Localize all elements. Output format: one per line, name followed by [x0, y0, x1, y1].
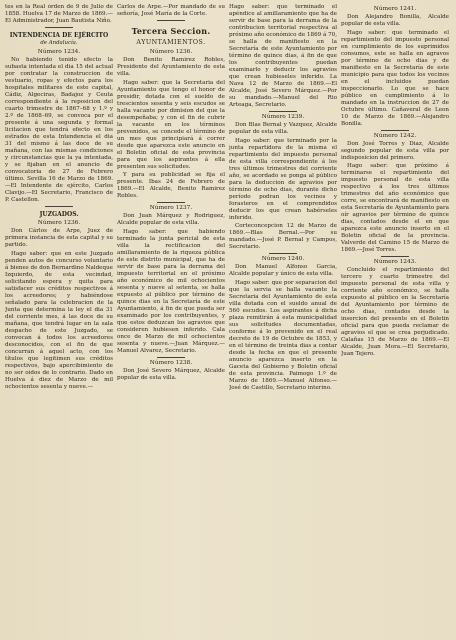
section-divider — [269, 111, 297, 112]
notice-paragraph: Hago saber: que en este Juzgado penden autos de concurso voluntario á bienes de don Bernardino Naldeque Izquierdo, de esta vecindad, solicitando espera y quita para satisfacer sus créditos respectivos á los acreedores; y habiéndose señalado para la celebracion de la Junta que determina la ley el dia 31 del corriente mes, á las doce de su mañana, que tendrá lugar en la sala despacho de este Juzgado, se convocan á todos los acreedores desconocidos, con el fin de que concurran á aquel acto, con los títulos que legitimen sus créditos respectivos, bajo apercibimiento de no ser oidos de lo contrario. Dado en Huelva á diez de Marzo de mil ochocientos sesenta y nueve.— — [5, 250, 113, 390]
office-heading: INTENDENCIA DE EJÉRCITO — [9, 32, 109, 39]
notice-paragraph: Concluido el repartimiento del tercero y cuarto trimestre del impuesto personal de esta villa y corriente año económico, se halla expuesto al público en la Secretaría del Ayuntamiento por término de ocho dias, contados desde la insercion del presente en el Boletin oficial para que pueda reclamar de agravios el que se crea perjudicado. Calañas 15 de Marzo de 1869.—El Alcalde, Juan Mora.—El Secretario, Juan Tejero. — [341, 267, 449, 357]
notice-paragraph: Don José Torres y Diaz, Alcalde segundo popular de esta villa por indisposicion del primero. — [341, 140, 449, 161]
section-divider — [157, 357, 185, 358]
notice-paragraph: Hago saber: que terminado el repartimiento del impuesto personal en cumplimiento de los suprimidos consumos, este se halla en agravos por término de ocho dias y de manifiesto en la Secretaría de este municipio para que todos los vecinos en el incluidos puedan inspeccionarlo. Lo que se hace público en cumplimiento á lo mandado en la instruccion de 27 de Octubre último. Cañaveral de Leon 10 de Marzo de 1869.—Alejandro Bonilla. — [341, 29, 449, 127]
notice-paragraph: Cárlos de Arpe.—Por mandado de su señoría, José María de la Corte. — [117, 4, 225, 17]
column-4 — [341, 4, 449, 640]
notice-number: Número 1240. — [261, 256, 305, 262]
section-heading: Tercera Seccion. — [131, 26, 211, 36]
notice-number: Número 1236. — [37, 220, 81, 226]
notice-paragraph: Y para su publicidad se fija el presente. Ibas 24 de Febrero de 1869.—El Alcalde, Benito Ramirez Robles. — [117, 172, 225, 199]
notice-paragraph: Don Benito Ramirez Robles, Presidente del Ayuntamiento de esta villa. — [117, 57, 225, 77]
notice-number: Número 1238. — [149, 359, 193, 366]
notice-paragraph: Don José Severo Márquez, Alcalde popular de esta villa. — [117, 367, 225, 381]
notice-number: Número 1242. — [373, 132, 417, 139]
notice-paragraph: No habiendo tenido efecto la subasta intentada el dia 15 del actual por contratar la construccion de vestuario, ropas y efectos para los hospitales militares de este capital, Cádiz, Algeciras, Badajoz y Ceuta correspondiente á la reposicion del cuarto trimestre de 1867–68 y 1.º y 2.º de 1868–69, se convoca por el presente á una segunda y formal licitacion que tendrá efecto en los estrados de esta Intendencia el dia 31 del mismo á las doce de su mañana, con las mismas condiciones y circunstancias que la ya intentada, y se fijaban en el anuncio de convocatoria de 27 de Febrero último. Sevilla 16 de Marzo de 1869.—El Intendente de ejército, Carlos Clavijo.—El Secretario, Francisco de P. Castellon. — [5, 56, 113, 203]
section-divider — [157, 20, 185, 21]
notice-paragraph: Hago saber: que la Secretaria del Ayuntamiento que tengo el honor de presidir, dotada con el sueldo de trescientos sesenta y seis escudos se halla vacante por dimision del que la desempeñaba; y con el fin de cubrir la vacante en los términos prevenidos, se concede el término de un mes que principiará á correr desde que aparezca este anuncio en el Boletin oficial de esta provincia para que los aspirantes á ella presenten sus solicitudes. — [117, 79, 225, 170]
notice-paragraph: Don Cárlos de Arpe, Juez de primera instancia de esta capital y su partido. — [5, 228, 113, 248]
notice-number: Número 1243. — [373, 259, 417, 265]
notice-paragraph: Hago saber: que habiendo terminado la junta pericial de esta villa la rectificacion del amillaramiento de la riqueza pública de este distrito municipal, que ha de servir de base para la derrama del impuesto territorial en el próximo año económico de mil ochocientos sesenta y nueve al setenta, se halla expuesto al público por término de quince dias en la Secretaría de este Ayuntamiento, á fin de que pueda ser examinado por los contribuyentes, y que estos deduzcan los agravios que consideren hubiesen inferido. Cala once de Marzo de mil ochocientos sesenta y nueve.—Juan Márquez.—Manuel Alvarez, Secretario. — [117, 228, 225, 354]
section-divider — [269, 253, 297, 254]
notice-paragraph: Hago saber: que próximo á terminarse el repartimiento del impuesto personal de esta villa respectivo á los tres últimos trimestres del año económico que corre, se encontrará de manifiesto en esta Secretaría de Ayuntamiento para oír agravios por término de quince dias, contados desde el en que aparezca este anuncio inserto en el Boletin oficial de la provincia. Valverde del Camino 15 de Marzo de 1869.—José Torres. — [341, 163, 449, 253]
subsection-heading: AYUNTAMIENTOS. — [136, 39, 206, 46]
notice-paragraph: Don Blas Bernal y Vazquez, Alcalde popular de esta villa. — [229, 122, 337, 135]
notice-paragraph: tes en la Real órden de 9 de Julio de 1858. Huelva 17 de Marzo de 1869.—El Administrador, Juan Bautista Niño. — [5, 4, 113, 24]
notice-paragraph: Don Manuel Alfonso Garcia, Alcalde popular y único de esta villa. — [229, 264, 337, 277]
column-2 — [117, 4, 225, 640]
office-heading: JUZGADOS. — [39, 210, 79, 218]
section-divider — [45, 206, 73, 207]
notice-number: Número 1237. — [149, 205, 193, 211]
notice-paragraph: Hago saber: que terminado el apéndice al amillaramiento que ha de servir de base para la derrama de la contribucion territorial respectiva al próximo año económico de 1869 á 70, se halla de manifiesto en la Secretaría de este Ayuntamiento por término de quince dias, á fin de que los contribuyentes puedan examinarlo y deducir los agravios que crean hubieseles inferido. La Nava 12 de Marzo de 1869.—El Alcalde, José Severo Márquez.—Por su mandado.—Manuel del Rio Arteaga, Secretario. — [229, 4, 337, 108]
notice-number: Número 1239. — [261, 114, 305, 120]
notice-number: Número 1236. — [149, 49, 193, 55]
column-3 — [229, 4, 337, 640]
notice-number: Número 1234. — [37, 48, 81, 55]
notice-paragraph: Don Juan Márquez y Rodriguez, Alcalde popular de esta villa. — [117, 213, 225, 226]
notice-paragraph: Don Alejandro Bonilla, Alcalde popular de esta villa. — [341, 14, 449, 27]
column-1 — [5, 4, 113, 640]
office-subheading: de Andalucía. — [40, 39, 78, 46]
section-divider — [157, 202, 185, 203]
section-divider — [381, 256, 409, 257]
section-divider — [381, 130, 409, 131]
notice-paragraph: Hago saber: que terminado por la junta repartidora de la misma el repartimiento del impuesto personal de esta villa correspondiente á los tres últimos trimestres del corriente año, se acordado se ponga al público para la deduccion de agravios por término de ocho dias, durante dicho período podran los vecinos y forasteros en el comprendidos deducir los que crean habérseles inferido. — [229, 137, 337, 221]
notice-number: Número 1241. — [373, 6, 417, 12]
notice-paragraph: Hago saber: que por separacion del que la servia se halla vacante la Secretaria del Ayuntamiento de esta villa dotada con el sueldo anual de 560 escudos. Los aspirantes á dicha plaza remitirán á esta municipalidad sus solicitudes documentadas, conforme á lo prevenido en el real decreto de 19 de Octubre de 1853, y en el término de treinta dias a contar desde la fecha en que el presente anuncio aparezca inserto en la Gaceta del Gobierno y Boletin oficial de esta provincia. Paimogo 1.º de Marzo de 1869.—Manuel Alfonso.—José de Castillo, Secretario interino. — [229, 279, 337, 391]
section-divider — [45, 27, 73, 28]
notice-paragraph: Corteconcepcion 12 de Marzo de 1869.—Blas Bernal.—Por su mandado.—José P. Bernal y Campos, Secretario. — [229, 223, 337, 250]
